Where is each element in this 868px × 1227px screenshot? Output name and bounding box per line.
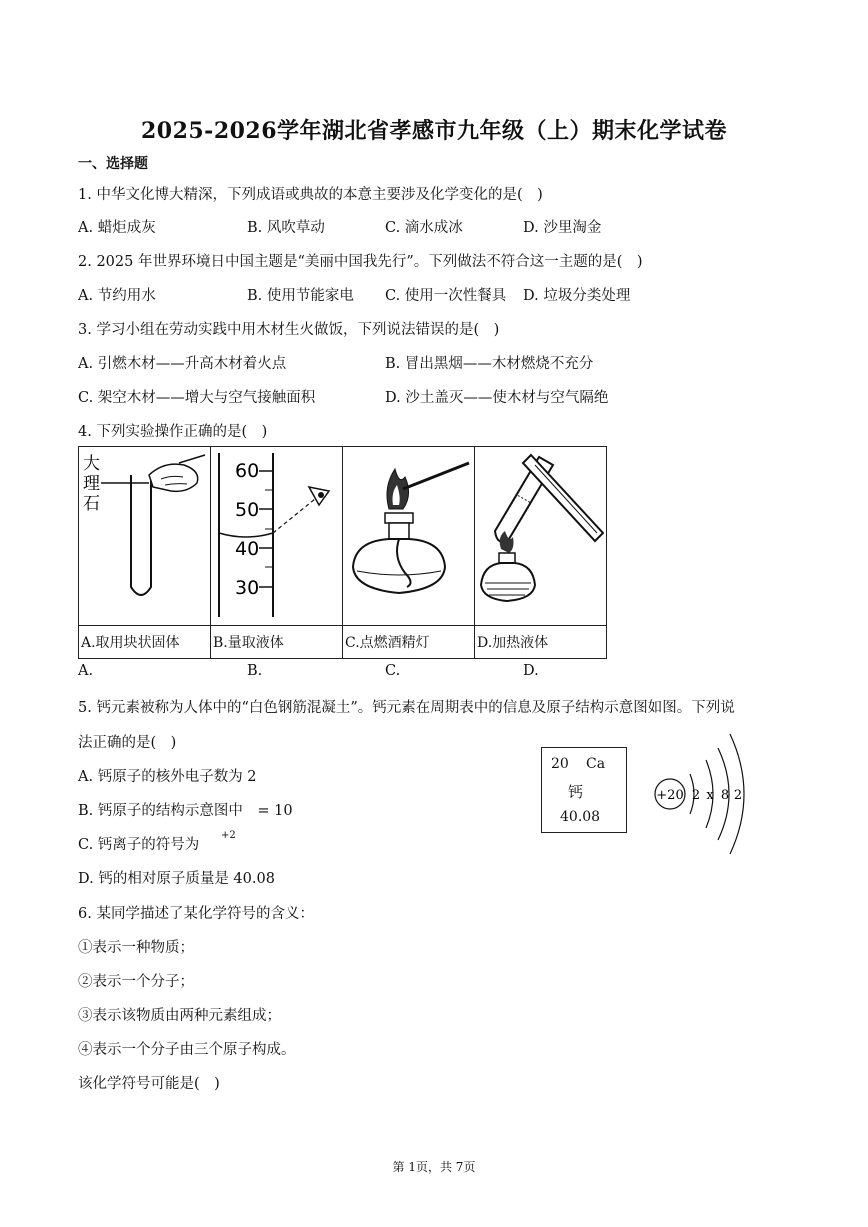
element-atomic-number: 20 — [551, 756, 569, 772]
q5-option-d: D. 钙的相对原子质量是 40.08 — [78, 871, 275, 887]
shell-electrons-4: 2 — [733, 788, 743, 803]
figure-c-cell — [343, 447, 475, 626]
cylinder-tick-30: 30 — [235, 577, 260, 599]
q3-option-d: D. 沙土盖灭——使木材与空气隔绝 — [385, 390, 609, 406]
q3-option-c: C. 架空木材——增大与空气接触面积 — [78, 390, 316, 406]
q3-stem: 3. 学习小组在劳动实践中用木材生火做饭，下列说法错误的是( ) — [78, 322, 500, 338]
q5-option-b: B. 钙原子的结构示意图中 = 10 — [78, 803, 293, 819]
element-name: 钙 — [568, 783, 584, 801]
figure-b-caption: B.量取液体 — [211, 626, 343, 659]
alcohol-lamp-lighting-illustration — [343, 447, 472, 621]
q5-option-c: C. 钙离子的符号为 — [78, 837, 200, 853]
q6-item-4: ④表示一个分子由三个原子构成。 — [78, 1042, 296, 1058]
element-mass: 40.08 — [560, 809, 601, 825]
graduated-cylinder-illustration — [211, 447, 340, 621]
element-symbol: Ca — [586, 756, 606, 772]
figure-c-caption: C.点燃酒精灯 — [343, 626, 475, 659]
q2-option-a: A. 节约用水 — [78, 288, 156, 304]
atomic-structure-diagram — [648, 728, 748, 858]
periodic-table-cell — [541, 747, 627, 833]
paper-title: 2025-2026学年湖北省孝感市九年级（上）期末化学试卷 — [140, 118, 728, 144]
q6-item-1: ①表示一种物质； — [78, 940, 194, 956]
q6-item-2: ②表示一个分子； — [78, 974, 194, 990]
page-footer: 第 1页，共 7页 — [392, 1160, 476, 1174]
figure-d-cell — [475, 447, 607, 626]
q1-option-d: D. 沙里淘金 — [523, 220, 602, 236]
shell-electrons-2: x — [706, 788, 714, 803]
figure-a-caption: A.取用块状固体 — [79, 626, 211, 659]
q6-item-3: ③表示该物质由两种元素组成； — [78, 1008, 281, 1024]
q4-stem: 4. 下列实验操作正确的是( ) — [78, 424, 268, 440]
q2-option-d: D. 垃圾分类处理 — [523, 288, 631, 304]
cylinder-tick-50: 50 — [235, 499, 260, 521]
figure-d-caption: D.加热液体 — [475, 626, 607, 659]
q4-figure-table — [78, 446, 607, 659]
shell-electrons-1: 2 — [691, 788, 701, 803]
figure-a-label-3: 石 — [83, 494, 100, 514]
figure-b-cell — [211, 447, 343, 626]
shell-electrons-3: 8 — [720, 788, 730, 803]
q6-stem: 6. 某同学描述了某化学符号的含义： — [78, 906, 314, 922]
figure-a-label-1: 大 — [83, 454, 100, 474]
q5-stem-line2: 法正确的是( ) — [78, 735, 177, 751]
q4-option-d: D. — [523, 663, 539, 679]
q1-option-a: A. 蜡炬成灰 — [78, 220, 156, 236]
q2-option-b: B. 使用节能家电 — [247, 288, 354, 304]
section-heading: 一、选择题 — [78, 156, 148, 172]
q4-option-a: A. — [78, 663, 94, 679]
q1-option-b: B. 风吹草动 — [247, 220, 325, 236]
figure-a-label-2: 理 — [83, 474, 100, 494]
q3-option-b: B. 冒出黑烟——木材燃烧不充分 — [385, 356, 594, 372]
q5-option-a: A. 钙原子的核外电子数为 2 — [78, 769, 257, 785]
q4-option-b: B. — [247, 663, 263, 679]
heating-liquid-illustration — [475, 447, 604, 621]
q2-option-c: C. 使用一次性餐具 — [385, 288, 507, 304]
q6-question: 该化学符号可能是( ) — [78, 1076, 220, 1092]
figure-a-cell — [79, 447, 211, 626]
q2-stem: 2. 2025 年世界环境日中国主题是“美丽中国我先行”。下列做法不符合这一主题的是( ) — [78, 254, 643, 270]
q1-option-c: C. 滴水成冰 — [385, 220, 463, 236]
cylinder-tick-60: 60 — [235, 460, 260, 482]
q4-option-c: C. — [385, 663, 401, 679]
test-tube-solid-illustration — [79, 447, 208, 621]
q3-option-a: A. 引燃木材——升高木材着火点 — [78, 356, 287, 372]
nucleus-charge: +20 — [656, 788, 684, 803]
q5-ion-superscript: +2 — [221, 830, 236, 841]
cylinder-tick-40: 40 — [235, 538, 260, 560]
q1-stem: 1. 中华文化博大精深，下列成语或典故的本意主要涉及化学变化的是( ) — [78, 187, 543, 203]
q5-stem-line1: 5. 钙元素被称为人体中的“白色钢筋混凝土”。钙元素在周期表中的信息及原子结构示意图如图。下列说 — [78, 700, 735, 716]
